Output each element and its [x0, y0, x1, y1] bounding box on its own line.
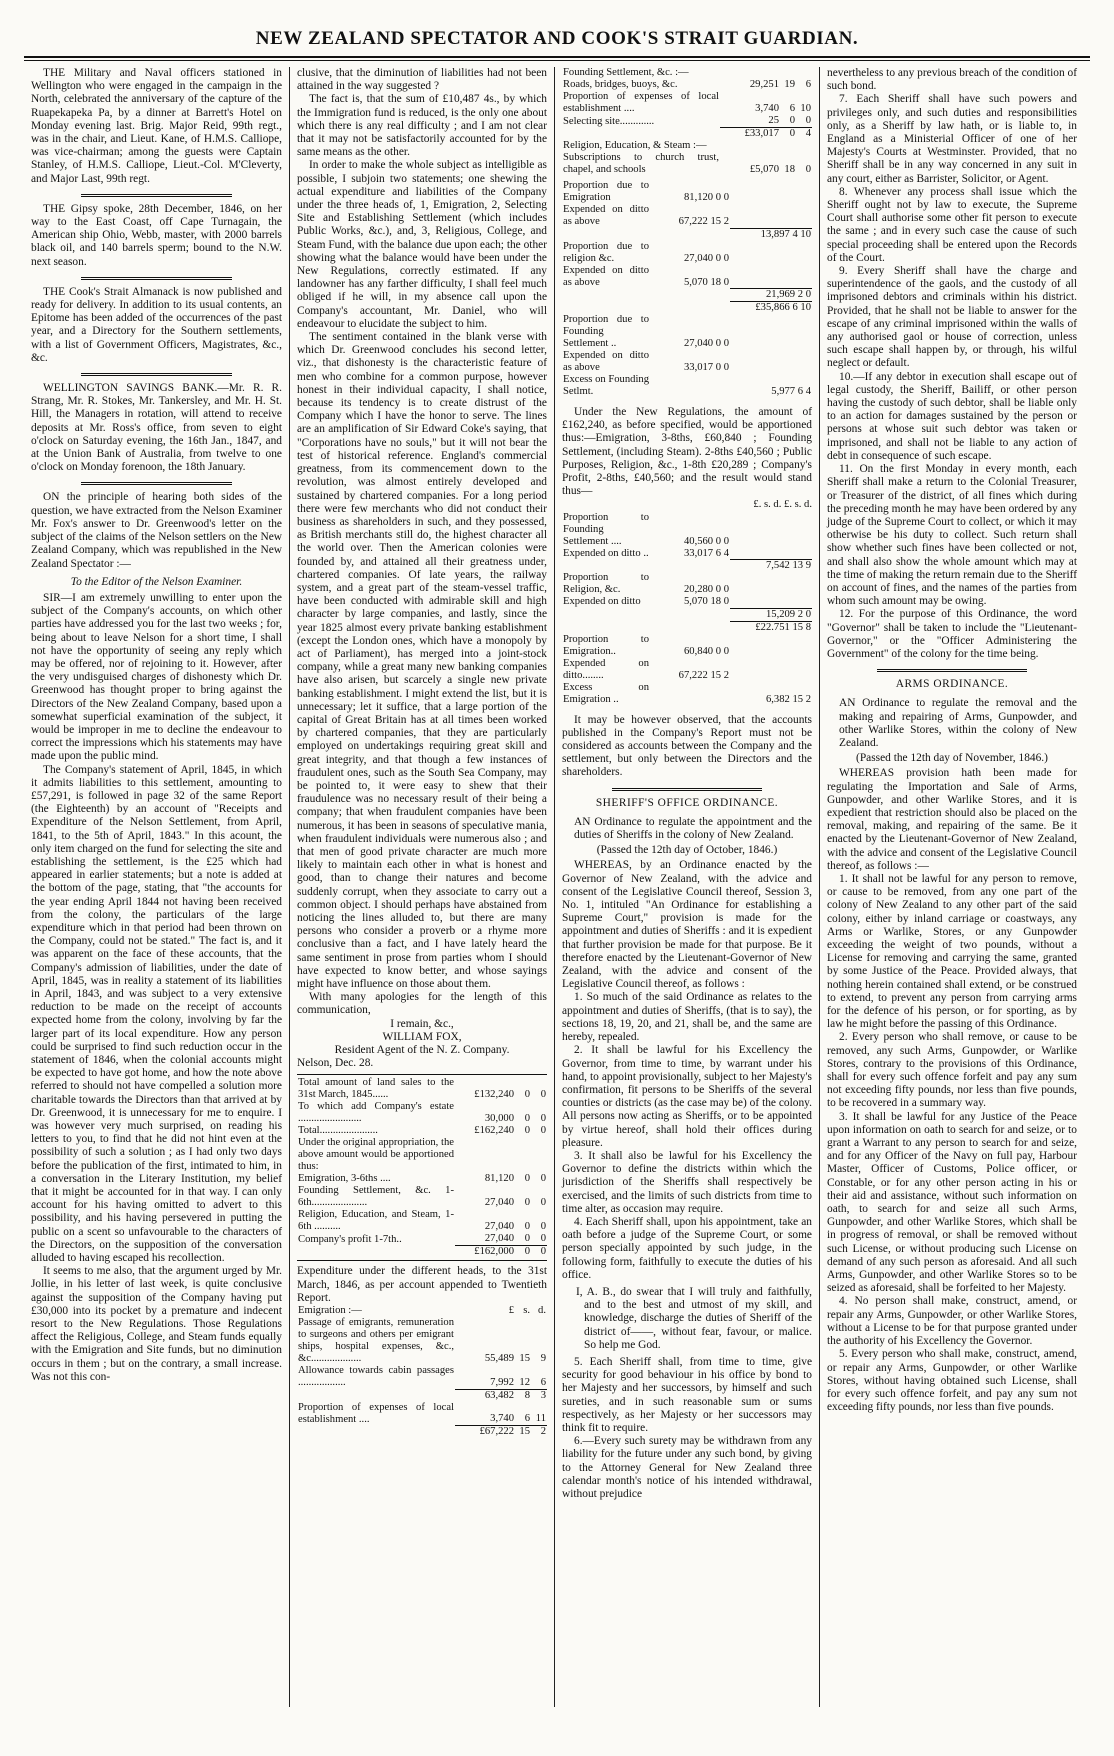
table-row — [562, 658, 812, 682]
row-total: 7,542 13 9 — [730, 560, 812, 573]
row-total — [730, 204, 812, 228]
savings-bank-notice: WELLINGTON SAVINGS BANK.—Mr. R. R. Strang, Mr. R. Stokes, Mr. Tankersley, and Mr. H. St. Hill, the Managers in rotation, will attend to receive deposits at Mr. Ross's office, from seven to eight o'clock on Saturday evening, the 16th Jan., 1847, and at the Union Bank of Australia, from twelve to one o'clock on Monday forenoon, the 18th January. — [31, 382, 282, 474]
row-shillings — [780, 67, 796, 79]
row-value: 20,280 0 0 — [683, 584, 729, 596]
table-row — [562, 67, 812, 79]
sheriff-section-9: 9. Every Sheriff shall have the charge and superintendence of the gaols, and the custody of all imprisoned debtors and criminals within his district. Provided, that he shall not be liable to answer for the escape of any criminal imprisoned within the walls of any authorised gaol or house of correction, unless such escape shall happen by, or through, his wilful neglect or default. — [827, 265, 1077, 370]
expenditure-table — [297, 1317, 547, 1438]
row-total: £35,866 6 10 — [730, 302, 812, 315]
letter-paragraph-3: It seems to me also, that the argument urged by Mr. Jollie, in his letter of last week, is quite conclusive against the supposition of the Company having put £30,000 into its pocket by a premature and indecent resort to the New Regulations. Those Regulations affect the Religious, College, and Steam funds equally with the Emigration and Site funds, but no diminution occurs in them ; but on the contrary, a small increase. Was not this con- — [31, 1265, 282, 1383]
letter-salutation-heading: To the Editor of the Nelson Examiner. — [70, 575, 243, 588]
row-shillings: 0 — [515, 1246, 531, 1259]
row-pounds: £33,017 — [720, 128, 780, 141]
principle-intro: ON the principle of hearing both sides of the question, we have extracted from the Nelson Examiner Mr. Fox's answer to Dr. Greenwood's letter on the subject of the claims of the Nelson settlers on the New Zealand Company, which was republished in the New Zealand Spectator :— — [31, 491, 282, 570]
row-label: Expended on ditto........ — [563, 657, 649, 681]
arms-ordinance-heading: ARMS ORDINANCE. — [895, 678, 1009, 691]
row-label: Religion, Education, and Steam, 1-6th .......... — [298, 1209, 454, 1233]
row-total: 15,209 2 0 — [730, 608, 812, 621]
row-value: 5,070 18 0 — [683, 276, 729, 288]
row-shillings: 0 — [524, 1221, 530, 1233]
arms-section-3: 3. It shall be lawful for any Justice of the Peace upon information on oath to search for and seize, or to grant a Warrant to any person to search for and seize, and for any Officer of the Navy on full pay, Harbour Master, Officer of Customs, Police officer, or Constable, or for any other person acting in his or their aid and assistance, without such information on oath, to search for and seize all such Arms, Gunpowder, and other Warlike Stores, which shall be in progress of removal, or shall be removed without such License, or without producing such License on demand of any such person as aforesaid. And all such Arms, Gunpowder, and other Warlike Stores so to be seized as aforesaid, shall be forfeited to her Majesty. — [827, 1110, 1077, 1295]
row-pence: 0 — [540, 1125, 546, 1137]
columns — [24, 67, 1090, 1707]
row-total — [730, 350, 812, 374]
row-pounds: £162,000 — [455, 1246, 515, 1259]
table-row — [297, 1209, 547, 1233]
emigration-label: Emigration :— — [298, 1305, 362, 1317]
row-label: Proportion to Founding Settlement .... — [563, 511, 649, 547]
row-label: Expended on ditto as above — [563, 350, 649, 373]
letter-continuation: clusive, that the diminution of liabilities had not been attained in the way suggested ? — [297, 67, 547, 93]
row-pounds — [720, 140, 780, 152]
row-pounds: £132,240 — [474, 1089, 514, 1101]
row-total — [730, 634, 812, 658]
letter-paragraph-2: The Company's statement of April, 1845, in which it admits liabilities to this settlement, amounting to £57,291, is followed in page 32 of the same Report (the Eighteenth) by an account of "Receipts and Expenditure of the Nelson Settlement, from April, 1841, to the 5th of April, 1843." In this acount, the only item charged on the fund for selecting the site and establishing the settlement, is the £25 which had appeared in earlier statements; but a note is added at the bottom of the page, stating, that "the accounts for the year ending April 1844 not having been received from the colony, the particulars of the large expenditure which in that period had been thrown on the Company, could not be stated." The fact is, and it was apparent on the face of these accounts, that the Company's admission of liabilities, under the date of April, 1845, was in reality a statement of its liabilities in April, 1843, and was subject to a very extensive reduction to be made on the receipt of accounts expected home from the colony, involving by far the larger part of its local expenditure. How any person could be surprised to find such reduction occur in the statement of 1846, when the colonial accounts might be expected to have got home, and how the note above referred to should not have compelled a solution more charitable towards the Directors than that arrived at by Dr. Greenwood, it is unnecessary for me to enquire. I was however very much surprised, on reading his letters to you, to find that he did not hint even at the possibility of such a solution ; as I had only two days before the publication of the first, intimated to him, in a conversation in the Literary Institution, my belief that it might be accounted for in that way. I can only account for his having omitted to advert to this possibility, and his having persevered in putting the public on a scent so unfavourable to the characters of the Directors, on the supposition of the conversation alluded to having escaped his recollection. — [31, 763, 282, 1265]
new-regulations-table — [562, 512, 812, 706]
row-pounds: 55,489 — [484, 1353, 514, 1365]
row-pence: 6 — [805, 79, 811, 90]
founding-settlement-table — [562, 67, 812, 176]
row-label: Proportion of expenses of local establishment .... — [563, 91, 719, 114]
row-value: 67,222 15 2 — [678, 669, 729, 681]
row-value: 81,120 0 0 — [683, 192, 729, 203]
table-row — [562, 91, 812, 115]
row-label — [297, 1426, 455, 1439]
table-row — [562, 621, 812, 634]
row-pounds: 27,040 — [484, 1197, 514, 1209]
row-label: Company's profit 1-7th.. — [298, 1233, 402, 1245]
gipsy-notice: THE Gipsy spoke, 28th December, 1846, on her way to the East Coast, off Cape Turnagain, the American ship Ohio, Webb, master, with 2000 barrels black oil, and 140 barrels sperm; bound to the N.W. next season. — [31, 202, 282, 268]
row-label: Founding Settlement, &c. :— — [563, 67, 689, 78]
row-label — [562, 128, 720, 141]
sheriff-section-4: 4. Each Sheriff shall, upon his appointment, take an oath before a judge of the Supreme Court, or some person specially appointed by such judge, in the following form, faithfully to execute the duties of his office. — [562, 1215, 812, 1281]
arms-section-2: 2. Every person who shall remove, or cause to be removed, any such Arms, Gunpowder, or Warlike Stores, contrary to the provisions of this Ordinance, shall for every such offence forfeit and pay any sum not exceeding fifty pounds, nor less than five pounds, to be recovered in a summary way. — [827, 1031, 1077, 1110]
row-label — [562, 608, 650, 621]
sheriff-section-8: 8. Whenever any process shall issue which the Sheriff ought not by law to execute, the Supreme Court shall authorise some other fit person to execute the same ; and in every such case the cause of such special proceeding shall be entered upon the Records of the Court. — [827, 185, 1077, 264]
table-row — [562, 314, 812, 350]
row-shillings: 15 — [515, 1426, 531, 1439]
row-pounds: £67,222 — [455, 1426, 515, 1439]
row-pence: 0 — [805, 115, 811, 126]
row-label: Founding Settlement, &c. 1-6th..................... — [298, 1185, 454, 1209]
letter-paragraph-6: The sentiment contained in the blank verse with which Dr. Greenwood concludes his second letter, viz., that dishonesty is the characteristic feature of men who combine for a common purpose, however honest in their individual capacity, I shall notice, because its tendency is to create distrust of the Company which I have the honor to serve. The lines are an amplification of Sir Edward Coke's saying, that "Corporations have no souls," but it will not bear the test of historical reference. England's commercial greatness, from its commencement down to the revolution, was almost entirely developed and sustained by chartered companies. For a long period there were few merchants who did not conduct their business as shareholders in such, and they possessed, as British merchants still do, the highest character all the world over. Then the American colonies were founded by, and attained all their greatness under, chartered companies. Of late years, the railway system, and a great part of the steam-vessel traffic, have been conducted with admirable skill and high character by large companies, and lastly, since the year 1825 almost every private banking establishment (except the London ones, which have a monopoly by act of Parliament), has merged into a joint-stock company, while a great many new banking companies have also arisen, but scarcely a single new private banking establishment. I might extend the list, but it is unnecessary; let it suffice, that a large portion of the capital of Great Britain has at all times been worked by chartered companies, that they are particularly employed on undertakings requiring great skill and great integrity, and that though a few instances of fraudulent ones, such as the South Sea Company, may be pointed to, it were easy to shew that their fraudulence was no necessary result of their being a company; that when fraudulent companies have been numerous, it has been in seasons of speculative mania, when fraudulent individuals were numerous also ; and that men of good private character are much more likely to maintain each other in what is honest and good, than to change their natures and become suddenly corrupt, when they associate to carry out a common object. I should perhaps have abstained from noticing the lines alluded to, but there are many persons who consider a proverb or a rhyme more conclusive than a fact, and I have lately heard the same sentiment in prose from parties whom I should have expected to know better, and whose sayings might have influence on those about them. — [297, 331, 547, 991]
row-label: Expended on ditto — [563, 596, 641, 608]
table-row — [562, 374, 812, 398]
row-value: 27,040 0 0 — [683, 338, 729, 349]
column-1 — [24, 67, 289, 1707]
row-total — [730, 512, 812, 548]
row-shillings: 19 — [784, 79, 795, 90]
row-label: Proportion due to religion &c. — [563, 240, 649, 264]
row-label: Excess on Emigration .. — [563, 681, 649, 705]
letter-paragraph-4: The fact is, that the sum of £10,487 4s., by which the Immigration fund is reduced, is the only one about which there is any real difficulty ; and I am not clear that it may not be satisfactorily accounted for by the same means as the other. — [297, 93, 547, 159]
row-value: 67,222 15 2 — [678, 216, 729, 227]
almanack-notice: THE Cook's Strait Almanack is now published and ready for delivery. In addition to its usual contents, an Epitome has been added of the occurrences of the past year, and a Directory for the Southern settlements, with a list of Government Officers, Magistrates, &c., &c. — [31, 285, 282, 364]
table-row — [562, 682, 812, 706]
column-4 — [819, 67, 1084, 1707]
row-label — [562, 560, 650, 573]
sheriff-section-11: 11. On the first Monday in every month, each Sheriff shall make a return to the Colonial Treasurer, or Treasurer of the district, of all fines which during the preceding month he may have been ordered by any judge of the Supreme Court to collect, or which it may otherwise be his duty to collect. Such return shall show whether such fines have been collected or not, and shall also show the whole amount which may at the time of making the return remain due to the Sheriff on account of fines, and the names of the parties from whom such amount may be owing. — [827, 463, 1077, 608]
row-pounds: 30,000 — [484, 1113, 514, 1125]
table-row — [562, 596, 812, 608]
table-row — [562, 152, 812, 176]
row-label: Excess on Founding Setlmt. — [563, 374, 649, 397]
row-shillings: 6 — [524, 1413, 530, 1425]
row-pence: 11 — [535, 1413, 546, 1425]
row-label: Subscriptions to church trust, chapel, and schools — [563, 152, 719, 175]
row-total: 5,977 6 4 — [771, 386, 811, 397]
row-pence: 0 — [540, 1173, 546, 1185]
row-pounds: 7,992 — [490, 1376, 514, 1388]
row-value — [650, 302, 730, 315]
sheriff-section-7: 7. Each Sheriff shall have such powers and privileges only, and such duties and responsibilities only, as a Sheriff by law hath, or is liable to, in England as a Ministerial Officer of one of her Majesty's Courts at Westminster. Provided, that no Sheriff shall be in any way concerned in any suit in any court, either as Barrister, Solicitor, or Agent. — [827, 93, 1077, 185]
row-value — [650, 374, 730, 398]
row-shillings: 0 — [524, 1233, 530, 1245]
row-value: 27,040 0 0 — [683, 252, 729, 264]
table-row — [562, 241, 812, 265]
row-label: Passage of emigrants, remuneration to surgeons and others per emigrant ships, hospital expenses, &c., &c................... — [298, 1317, 454, 1365]
row-pounds — [455, 1137, 515, 1173]
table-row — [562, 572, 812, 596]
arms-section-4: 4. No person shall make, construct, amend, or repair any Arms, Gunpowder, or other Warlike Stores, without a License to be for that purpose granted under the authority of his Excellency the Governor. — [827, 1295, 1077, 1348]
table-row — [562, 180, 812, 204]
row-pounds: 81,120 — [484, 1173, 514, 1185]
row-pence: 4 — [796, 128, 812, 141]
row-total: 13,897 4 10 — [730, 228, 812, 241]
row-pence — [531, 1137, 547, 1173]
table-row — [562, 79, 812, 91]
table-row — [562, 302, 812, 315]
row-pence: 0 — [540, 1221, 546, 1233]
row-total — [730, 658, 812, 682]
row-label: Expended on ditto as above — [563, 204, 649, 227]
sheriff-passed-date: (Passed the 12th day of October, 1846.) — [596, 844, 778, 857]
row-shillings: 0 — [524, 1197, 530, 1209]
letter-paragraph-1: SIR—I am extremely unwilling to enter upon the subject of the Company's accounts, on which other parties have addressed you for the last two weeks ; for, being about to leave Nelson for a short time, I shall not have the opportunity of seeing any reply which may be offered, nor of rejoining to it. However, after the very undisguised charges of dishonesty which Dr. Greenwood has thought proper to bring against the Directors of the New Zealand Company, based upon a somewhat superficial examination of the subject, it would be improper in me to decline the endeavour to correct the impressions which his statements may have made upon the public mind. — [31, 591, 282, 763]
row-shillings: 0 — [524, 1173, 530, 1185]
signature-name: WILLIAM FOX, — [382, 1030, 462, 1043]
row-shillings: 18 — [784, 164, 795, 175]
table-row — [562, 140, 812, 152]
table-row — [297, 1426, 547, 1439]
row-pence: 0 — [540, 1089, 546, 1101]
row-pence — [796, 67, 812, 79]
sheriff-section-6: 6.—Every such surety may be withdrawn from any liability for the future under any such bond, by giving to the Attorney General for New Zealand three calendar month's notice of his intended withdrawal, without prejudice — [562, 1435, 812, 1500]
row-pounds: 25 — [768, 115, 779, 126]
arms-section-5: 5. Every person who shall make, construct, amend, or repair any Arms, Gunpowder, or other Warlike Stores, without having obtained such License, shall for every such offence forfeit, and pay any sum not exceeding fifty pounds, nor less than five pounds. — [827, 1348, 1077, 1414]
sheriff-ordinance-intro: AN Ordinance to regulate the appointment and the duties of Sheriffs in the colony of New Zealand. — [574, 815, 812, 842]
row-value: 33,017 0 0 — [683, 362, 729, 373]
row-pence: 0 — [531, 1246, 547, 1259]
row-total: £22.751 15 8 — [730, 621, 812, 634]
row-shillings: 0 — [780, 128, 796, 141]
letter-paragraph-5: In order to make the whole subject as intelligible as possible, I subjoin two statements; one shewing the actual expenditure and liabilities of the Company under the three heads of, 1, Emigration, 2, Selecting Site and Establishing Settlement (which includes Public Works, &c.), and, 3, Religious, College, and Steam Fund, with the balance due upon each; the other showing what the balance would have been under the New Regulations, correctly estimated. If any landowner has any farther difficulty, I shall feel much obliged if he will, in my absence call upon the Company's accountant, Mr. Daniel, who will endeavour to elucidate the subject to him. — [297, 159, 547, 330]
land-sales-table — [297, 1074, 547, 1261]
row-label — [562, 621, 650, 634]
sheriff-section-5: 5. Each Sheriff shall, from time to time, give security for good behaviour in his office by bond to her Majesty and her successors, by himself and such sureties, and in such reasonable sum or sums respectively, as her Majesty or her successors may think fit to require. — [562, 1355, 812, 1434]
land-sales-table-body — [297, 1077, 547, 1258]
table-row — [562, 548, 812, 560]
table-row — [562, 204, 812, 228]
arms-whereas: WHEREAS provision hath been made for regulating the Importation and Sale of Arms, Gunpowder, and other Warlike Stores, and it is expedient that restriction should also be placed on the removal, making, and repairing of the same. Be it enacted by the Lieutenant-Governor of New Zealand, with the advice and consent of the Legislative Council thereof, as follows :— — [827, 767, 1077, 872]
sheriff-section-10: 10.—If any debtor in execution shall escape out of legal custody, the Sheriff, Bailiff, or other person having the custody of such debtor, shall be liable only to an action for damages sustained by the person or persons at whose suit such debtor was taken or imprisoned, and shall not be liable to any action of debt in consequence of such escape. — [827, 370, 1077, 462]
table-row — [562, 608, 812, 621]
row-label — [562, 228, 650, 241]
table-row — [562, 560, 812, 573]
row-total: 6,382 15 2 — [765, 693, 811, 705]
masthead-rule — [24, 56, 1090, 61]
signature-place-date: Nelson, Dec. 28. — [297, 1057, 374, 1070]
row-label: Total...................... — [298, 1125, 378, 1137]
row-label — [562, 302, 650, 315]
table-row — [297, 1233, 547, 1246]
arms-section-1: 1. It shall not be lawful for any person to remove, or cause to be removed, from any one part of the colony of New Zealand to any other part of the said colony, either by inland carriage or coastways, any Arms or Warlike, Stores, or any Gunpowder exceeding the weight of two pounds, without a License for removing and carrying the same, granted by some Justice of the Peace. Provided always, that nothing herein contained shall extend, or be construed to extend, to prevent any person from carrying arms for the defence of his person, or for sporting, as by law he might before the passing of this Ordinance. — [827, 872, 1077, 1031]
row-pence: 0 — [540, 1233, 546, 1245]
divider — [877, 669, 1027, 672]
row-pounds: 29,251 — [749, 79, 779, 90]
row-shillings — [780, 140, 796, 152]
row-pence: 6 — [540, 1376, 546, 1388]
row-shillings: 15 — [519, 1353, 530, 1365]
row-shillings: 8 — [515, 1389, 531, 1402]
divider — [81, 482, 232, 485]
table-row — [297, 1246, 547, 1259]
row-label: Proportion due to Emigration — [563, 180, 649, 203]
row-label — [562, 289, 650, 302]
row-total — [730, 314, 812, 350]
row-value: 5,070 18 0 — [683, 596, 729, 608]
row-label: Under the original appropriation, the above amount would be apportioned thus: — [298, 1137, 454, 1173]
signature-line-1: I remain, &c., — [390, 1017, 454, 1030]
row-value — [650, 608, 730, 621]
col-head-pounds: £ — [508, 1305, 514, 1317]
row-total — [730, 241, 812, 265]
table-row — [562, 228, 812, 241]
row-value — [650, 560, 730, 573]
row-pence: 0 — [540, 1113, 546, 1125]
row-shillings: 0 — [524, 1089, 530, 1101]
table-row — [297, 1077, 547, 1101]
divider — [81, 194, 232, 197]
table-row — [297, 1173, 547, 1185]
row-shillings: 0 — [524, 1125, 530, 1137]
divider — [81, 373, 232, 376]
row-pounds — [720, 67, 780, 79]
row-label: To which add Company's estate ........................ — [298, 1101, 454, 1125]
row-pounds: 27,040 — [484, 1221, 514, 1233]
signature-title: Resident Agent of the N. Z. Company. — [334, 1044, 510, 1057]
letter-closing: With many apologies for the length of this communication, — [297, 991, 547, 1017]
row-total — [730, 572, 812, 596]
new-regulations-paragraph: Under the New Regulations, the amount of £162,240, as before specified, would be apportioned thus:—Emigration, 3-8ths, £60,840 ; Founding Settlement, (including Steam). 2-8ths £40,560 ; Public Purposes, Religion, &c., 1-8th £20,289 ; Company's Profit, 2-8ths, £40,560; and the result would stand thus— — [562, 406, 812, 498]
table-row — [562, 265, 812, 289]
table-row — [297, 1137, 547, 1173]
row-value: 40,560 0 0 — [683, 535, 729, 547]
col-head-pence: d. — [538, 1305, 546, 1317]
row-total: 21,969 2 0 — [730, 289, 812, 302]
table-row — [297, 1101, 547, 1125]
table-row — [562, 350, 812, 374]
sheriff-section-12: 12. For the purpose of this Ordinance, the word "Governor" shall be taken to include the "Lieutenant-Governor," or the "Officer Administering the Government" of the colony for the time being. — [827, 608, 1077, 660]
observed-paragraph: It may be however observed, that the accounts published in the Company's Report must not be considered as accounts between the Company and the settlement, but only between the Directors and the shareholders. — [562, 713, 812, 779]
sheriff-section-3: 3. It shall also be lawful for his Excellency the Governor to define the districts within which the jurisdiction of the Sheriffs shall respectively be exercised, and the limits of such districts from time to time alter, as occasion may require. — [562, 1149, 812, 1215]
sheriff-whereas: WHEREAS, by an Ordinance enacted by the Governor of New Zealand, with the advice and consent of the Legislative Council thereof, Session 3, No. 1, intituled "An Ordinance for establishing a Supreme Court," provision is made for the appointment and duties of Sheriffs : and it is expedient that further provision be made for that purpose. Be it therefore enacted by the Lieutenant-Governor of New Zealand, with the advice and consent of the Legislative Council thereof, as follows : — [562, 859, 812, 991]
table-row — [562, 634, 812, 658]
masthead-title: NEW ZEALAND SPECTATOR AND COOK'S STRAIT GUARDIAN. — [255, 28, 859, 49]
military-dinner-notice: THE Military and Naval officers stationed in Wellington who were engaged in the campaign in the North, celebrated the anniversary of the capture of the Ruapekapeka Pa, by a dinner at Barrett's Hotel on Monday evening last. Brig. Major Reid, 99th regt., was in the chair, and Lieut. Kane, of H.M.S. Calliope, was vice-chairman; among the guests were Captain Stanley, of H.M.S. Calliope, Lieut.-Col. M'Cleverty, and Major Last, 99th regt. — [31, 67, 282, 185]
row-total — [730, 180, 812, 204]
row-value — [650, 621, 730, 634]
row-label: Allowance towards cabin passages .................. — [298, 1365, 454, 1389]
row-label — [297, 1389, 455, 1402]
row-value — [650, 289, 730, 302]
table-row — [562, 128, 812, 141]
arms-passed-date: (Passed the 12th day of November, 1846.) — [856, 752, 1048, 765]
column-3 — [554, 67, 819, 1707]
sheriff-continuation: nevertheless to any previous breach of the condition of such bond. — [827, 67, 1077, 93]
row-pence: 10 — [800, 103, 811, 114]
row-pence: 3 — [531, 1389, 547, 1402]
sheriff-section-2: 2. It shall be lawful for his Excellency the Governor, from time to time, by warrant under his hand, to appoint provisionally, subject to her Majesty's confirmation, fit persons to be Sheriffs of the several counties or districts (as the case may be) of the colony. All persons now acting as Sheriffs, or to be appointed by virtue hereof, shall hold their offices during pleasure. — [562, 1044, 812, 1149]
arms-ordinance-intro: AN Ordinance to regulate the removal and the making and repairing of Arms, Gunpowder, and other Warlike Stores, within the colony of New Zealand. — [839, 697, 1077, 749]
row-pounds: 63,482 — [455, 1389, 515, 1402]
row-shillings: 6 — [789, 103, 795, 114]
row-pounds: 3,740 — [490, 1413, 514, 1425]
table-row — [297, 1185, 547, 1209]
row-label: Selecting site............. — [563, 115, 655, 127]
row-value: 33,017 6 4 — [683, 547, 729, 559]
row-label: Proportion of expenses of local establishment .... — [298, 1401, 454, 1425]
row-pence — [796, 140, 812, 152]
row-pounds: 3,740 — [755, 103, 779, 114]
table-row — [297, 1317, 547, 1365]
row-pounds: 27,040 — [484, 1233, 514, 1245]
sheriff-oath: I, A. B., do swear that I will truly and faithfully, and to the best and utmost of my skill, and knowledge, discharge the duties of Sheriff of the district of——, without fear, favour, or malice. So help me God. — [576, 1285, 812, 1351]
divider — [612, 788, 762, 791]
sheriff-ordinance-heading: SHERIFF'S OFFICE ORDINANCE. — [595, 796, 779, 809]
expenditure-heading: Expenditure under the different heads, to the 31st March, 1846, as per account appended to Twentieth Report. — [297, 1265, 547, 1304]
table-row — [562, 512, 812, 548]
row-pence: 2 — [531, 1426, 547, 1439]
sheriff-section-1: 1. So much of the said Ordinance as relates to the appointment and duties of Sheriffs, (that is to say), the sections 18, 19, 20, and 21, shall be, and the same are hereby, repealed. — [562, 991, 812, 1044]
row-label: Proportion to Religion, &c. — [563, 572, 649, 596]
table-row — [562, 115, 812, 128]
row-value: 60,840 0 0 — [683, 645, 729, 657]
table-row — [562, 289, 812, 302]
row-total — [730, 548, 812, 560]
row-shillings: 0 — [789, 115, 795, 126]
row-value — [650, 682, 730, 706]
column-2 — [289, 67, 554, 1707]
row-total — [730, 265, 812, 289]
row-value — [650, 228, 730, 241]
row-pence: 0 — [540, 1197, 546, 1209]
table-row — [297, 1402, 547, 1426]
row-label: Roads, bridges, buoys, &c. — [563, 79, 678, 90]
row-label: Total amount of land sales to the 31st March, 1845...... — [298, 1077, 454, 1101]
row-label: Emigration, 3-6ths .... — [298, 1173, 391, 1185]
new-regulations-col-headers: £. s. d. £. s. d. — [753, 499, 812, 511]
row-label: Religion, Education, & Steam :— — [563, 140, 707, 151]
row-pounds: £162,240 — [474, 1125, 514, 1137]
row-label: Proportion due to Founding Settlement .. — [563, 314, 649, 349]
row-label: Proportion to Emigration.. — [563, 633, 649, 657]
row-shillings: 12 — [519, 1376, 530, 1388]
row-label: Expended on ditto as above — [563, 264, 649, 288]
row-pounds: £5,070 — [749, 164, 779, 175]
expenditure-col-headers — [297, 1305, 547, 1317]
table-row — [297, 1125, 547, 1137]
table-row — [297, 1365, 547, 1389]
col-head-shillings: s. — [523, 1305, 530, 1317]
row-pence: 9 — [540, 1353, 546, 1365]
row-label: Expended on ditto .. — [563, 547, 649, 559]
row-pence: 0 — [805, 164, 811, 175]
table-row — [297, 1389, 547, 1402]
row-shillings: 0 — [524, 1113, 530, 1125]
proportion-table — [562, 180, 812, 398]
row-label — [297, 1246, 455, 1259]
row-shillings — [515, 1137, 531, 1173]
row-total — [730, 596, 812, 608]
divider — [81, 277, 232, 280]
